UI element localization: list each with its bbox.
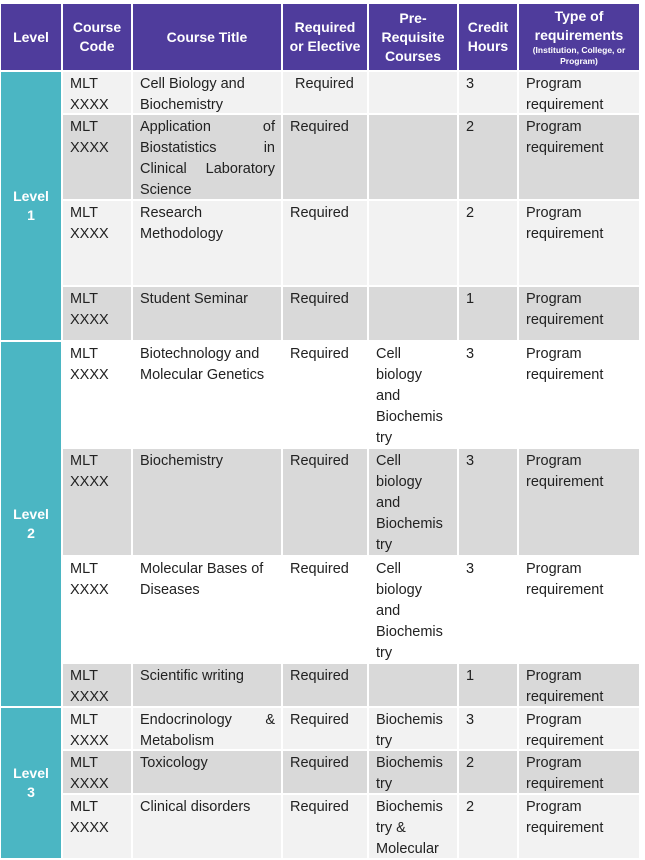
- table-cell: [369, 115, 457, 199]
- course-code-text: MLT XXXX: [70, 291, 109, 328]
- table-cell: [133, 449, 281, 555]
- table-cell: [519, 287, 639, 340]
- prerequisite-text: Biochemis try & Molecular: [376, 799, 443, 857]
- course-code-text: MLT XXXX: [70, 346, 109, 383]
- table-cell: [133, 201, 281, 285]
- required-or-elective-text: Required: [290, 755, 349, 771]
- table-cell: [283, 795, 367, 858]
- table-cell: [519, 342, 639, 447]
- header-course-code: [63, 4, 131, 70]
- course-title-text: Toxicology: [140, 755, 208, 771]
- course-title-text: Scientific writing: [140, 668, 244, 684]
- header-required-or-elective-label: Required or Elective: [289, 19, 361, 54]
- level-2-label: Level 2: [13, 506, 49, 541]
- course-title-text: Molecular Bases of Diseases: [140, 561, 264, 598]
- prerequisite-text: Cell biology and Biochemis try: [376, 453, 443, 553]
- table-cell: [63, 795, 131, 858]
- table-cell: [459, 72, 517, 113]
- course-title-text: Research Methodology: [140, 205, 224, 242]
- course-code-text: MLT XXXX: [70, 799, 109, 836]
- course-code-text: MLT XXXX: [70, 668, 109, 705]
- table-cell: [369, 557, 457, 662]
- credit-hours-text: 2: [466, 799, 475, 815]
- table-cell: [459, 449, 517, 555]
- header-course-code-label: Course Code: [72, 19, 122, 54]
- table-cell: [369, 795, 457, 858]
- required-or-elective-text: Required: [290, 119, 349, 135]
- table-cell: [283, 115, 367, 199]
- requirement-type-text: Program requirement: [526, 799, 604, 836]
- header-credit-hours-label: Credit Hours: [467, 19, 509, 54]
- table-cell: [283, 342, 367, 447]
- requirement-type-text: Program requirement: [526, 668, 604, 705]
- course-title-text: Cell Biology and Biochemistry: [140, 76, 245, 113]
- table-cell: [133, 72, 281, 113]
- table-cell: [133, 708, 281, 749]
- header-prerequisite-label: Pre- Requisite Courses: [381, 9, 445, 64]
- header-type-of-requirements: [519, 4, 639, 70]
- table-cell: [519, 751, 639, 793]
- level-1-cell: [1, 72, 61, 340]
- table-cell: [63, 201, 131, 285]
- table-cell: [369, 708, 457, 749]
- table-cell: [283, 201, 367, 285]
- table-cell: [283, 287, 367, 340]
- table-cell: [63, 708, 131, 749]
- requirement-type-text: Program requirement: [526, 291, 604, 328]
- header-prerequisite: [369, 4, 457, 70]
- course-title-text: Biotechnology and Molecular Genetics: [140, 346, 265, 383]
- requirement-type-text: Program requirement: [526, 561, 604, 598]
- table-cell: [133, 342, 281, 447]
- table-cell: [459, 751, 517, 793]
- course-code-text: MLT XXXX: [70, 755, 109, 792]
- table-cell: [459, 115, 517, 199]
- credit-hours-text: 2: [466, 205, 475, 221]
- header-required-or-elective: [283, 4, 367, 70]
- requirement-type-text: Program requirement: [526, 76, 604, 113]
- table-cell: [459, 287, 517, 340]
- table-cell: [133, 795, 281, 858]
- header-course-title-label: Course Title: [166, 28, 248, 45]
- prerequisite-text: Biochemis try: [376, 755, 443, 792]
- table-cell: [283, 449, 367, 555]
- table-cell: [133, 751, 281, 793]
- table-cell: [519, 795, 639, 858]
- table-cell: [519, 201, 639, 285]
- table-cell: [369, 449, 457, 555]
- requirement-type-text: Program requirement: [526, 453, 604, 490]
- course-code-text: MLT XXXX: [70, 76, 109, 113]
- table-cell: [283, 664, 367, 706]
- course-title-text: Student Seminar: [140, 291, 249, 307]
- table-cell: [459, 342, 517, 447]
- credit-hours-text: 3: [466, 712, 475, 728]
- header-level: [1, 4, 61, 70]
- table-cell: [519, 72, 639, 113]
- table-cell: [63, 751, 131, 793]
- credit-hours-text: 2: [466, 755, 475, 771]
- requirement-type-text: Program requirement: [526, 205, 604, 242]
- level-3-label: Level 3: [13, 765, 49, 800]
- table-cell: [459, 557, 517, 662]
- table-cell: [63, 664, 131, 706]
- level-1-label: Level 1: [13, 188, 49, 223]
- table-cell: [283, 751, 367, 793]
- table-cell: [369, 664, 457, 706]
- course-code-text: MLT XXXX: [70, 205, 109, 242]
- required-or-elective-text: Required: [290, 561, 349, 577]
- required-or-elective-text: Required: [290, 668, 349, 684]
- prerequisite-text: Cell biology and Biochemis try: [376, 561, 443, 661]
- course-title-text: Clinical disorders: [140, 799, 251, 815]
- table-cell: [459, 201, 517, 285]
- credit-hours-text: 3: [466, 76, 475, 92]
- course-title-text: Endocrinology & Metabolism: [140, 712, 275, 749]
- header-level-label: Level: [13, 28, 49, 45]
- table-cell: [63, 557, 131, 662]
- course-title-text: Biochemistry: [140, 453, 223, 469]
- table-cell: [519, 449, 639, 555]
- credit-hours-text: 1: [466, 291, 475, 307]
- header-type-main-label: Type of requirements: [534, 8, 624, 43]
- course-title-text: Application of Biostatistics in Clinical Laboratory Science: [140, 119, 275, 198]
- table-cell: [519, 708, 639, 749]
- table-cell: [63, 115, 131, 199]
- table-cell: [459, 795, 517, 858]
- credit-hours-text: 3: [466, 453, 475, 469]
- table-cell: [519, 557, 639, 662]
- table-cell: [283, 72, 367, 113]
- table-cell: [283, 708, 367, 749]
- table-cell: [519, 664, 639, 706]
- prerequisite-text: Biochemis try: [376, 712, 443, 749]
- requirement-type-text: Program requirement: [526, 119, 604, 156]
- table-cell: [63, 449, 131, 555]
- table-cell: [63, 287, 131, 340]
- prerequisite-text: Cell biology and Biochemis try: [376, 346, 443, 446]
- table-cell: [133, 287, 281, 340]
- credit-hours-text: 1: [466, 668, 475, 684]
- level-3-cell: [1, 708, 61, 858]
- required-or-elective-text: Required: [290, 291, 349, 307]
- table-cell: [133, 557, 281, 662]
- table-cell: [369, 72, 457, 113]
- course-code-text: MLT XXXX: [70, 119, 109, 156]
- table-cell: [63, 72, 131, 113]
- credit-hours-text: 2: [466, 119, 475, 135]
- table-cell: [369, 201, 457, 285]
- credit-hours-text: 3: [466, 561, 475, 577]
- course-code-text: MLT XXXX: [70, 453, 109, 490]
- table-cell: [369, 287, 457, 340]
- table-cell: [133, 664, 281, 706]
- required-or-elective-text: Required: [290, 205, 349, 221]
- table-cell: [369, 751, 457, 793]
- requirement-type-text: Program requirement: [526, 712, 604, 749]
- required-or-elective-text: Required: [290, 712, 349, 728]
- required-or-elective-text: Required: [290, 346, 349, 362]
- table-cell: [63, 342, 131, 447]
- required-or-elective-text: Required: [290, 453, 349, 469]
- table-cell: [519, 115, 639, 199]
- level-2-cell: [1, 342, 61, 706]
- required-or-elective-text: Required: [290, 799, 349, 815]
- course-code-text: MLT XXXX: [70, 561, 109, 598]
- table-cell: [459, 664, 517, 706]
- table-cell: [369, 342, 457, 447]
- credit-hours-text: 3: [466, 346, 475, 362]
- requirement-type-text: Program requirement: [526, 755, 604, 792]
- course-code-text: MLT XXXX: [70, 712, 109, 749]
- header-type-sub-label: (Institution, College, or Program): [532, 45, 626, 66]
- table-cell: [133, 115, 281, 199]
- header-course-title: [133, 4, 281, 70]
- header-credit-hours: [459, 4, 517, 70]
- table-cell: [459, 708, 517, 749]
- table-cell: [283, 557, 367, 662]
- requirement-type-text: Program requirement: [526, 346, 604, 383]
- required-or-elective-text: Required: [295, 76, 354, 92]
